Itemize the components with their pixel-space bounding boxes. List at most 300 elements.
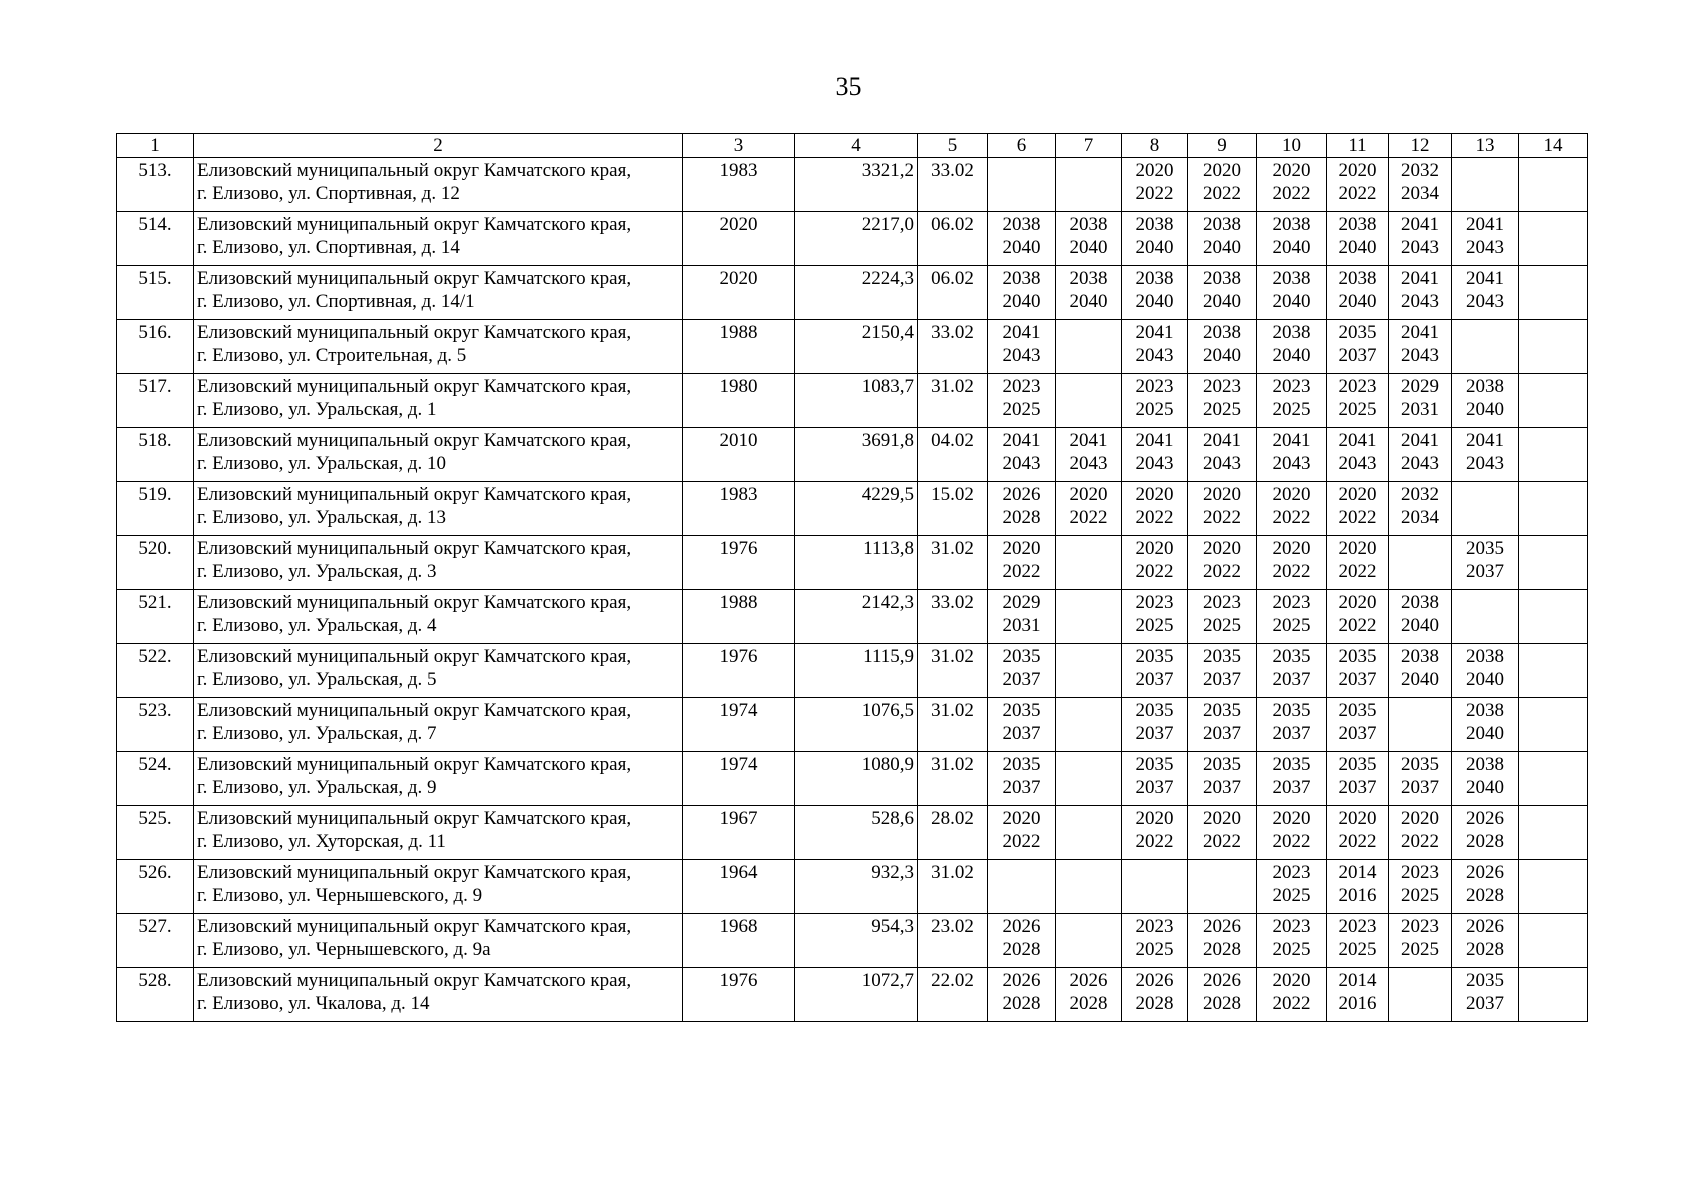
address-cell xyxy=(194,428,683,482)
period-cell xyxy=(1519,860,1588,914)
period-start: 2038 xyxy=(1002,268,1041,289)
period-end: 2025 xyxy=(1272,885,1311,906)
period-cell xyxy=(1452,536,1519,590)
period-cell xyxy=(1056,428,1122,482)
period-cell xyxy=(1122,914,1188,968)
address-line-2: г. Елизово, ул. Чернышевского, д. 9а xyxy=(197,939,491,960)
period-cell xyxy=(1056,536,1122,590)
period-cell xyxy=(1188,536,1257,590)
column-header: 2 xyxy=(194,134,683,158)
address-line-2: г. Елизово, ул. Уральская, д. 13 xyxy=(197,507,447,528)
address-cell xyxy=(194,374,683,428)
period-end: 2025 xyxy=(1338,939,1377,960)
address-cell xyxy=(194,320,683,374)
period-cell xyxy=(1056,374,1122,428)
address-line-1: Елизовский муниципальный округ Камчатского края, xyxy=(197,808,632,829)
period-start: 2035 xyxy=(1203,646,1241,667)
period-cell xyxy=(1389,158,1452,212)
code-cell: 23.02 xyxy=(918,914,988,968)
year-cell: 1983 xyxy=(683,158,795,212)
table-row xyxy=(117,428,1588,482)
table-row xyxy=(117,320,1588,374)
period-end: 2037 xyxy=(1002,777,1041,798)
period-start: 2035 xyxy=(1466,538,1504,559)
period-start: 2041 xyxy=(1002,430,1041,451)
period-end: 2022 xyxy=(1272,993,1311,1014)
period-cell xyxy=(988,428,1056,482)
period-cell xyxy=(1122,212,1188,266)
period-end: 2022 xyxy=(1002,561,1041,582)
year-cell: 2020 xyxy=(683,266,795,320)
period-end: 2037 xyxy=(1401,777,1439,798)
period-start: 2035 xyxy=(1002,646,1041,667)
period-cell xyxy=(1389,320,1452,374)
period-cell xyxy=(1389,482,1452,536)
period-start: 2023 xyxy=(1272,376,1311,397)
period-start: 2020 xyxy=(1203,808,1241,829)
year-cell: 2020 xyxy=(683,212,795,266)
period-cell xyxy=(1327,536,1389,590)
period-end: 2031 xyxy=(1401,399,1439,420)
period-end: 2022 xyxy=(1002,831,1041,852)
period-cell xyxy=(988,860,1056,914)
address-line-1: Елизовский муниципальный округ Камчатского края, xyxy=(197,592,632,613)
period-start: 2038 xyxy=(1203,268,1241,289)
period-cell xyxy=(1056,212,1122,266)
period-start: 2020 xyxy=(1272,484,1311,505)
code-cell: 31.02 xyxy=(918,698,988,752)
period-end: 2028 xyxy=(1002,993,1041,1014)
period-cell xyxy=(1056,806,1122,860)
period-cell xyxy=(1389,968,1452,1022)
year-cell: 1976 xyxy=(683,536,795,590)
period-end: 2043 xyxy=(1401,345,1439,366)
period-cell xyxy=(1257,698,1327,752)
area-cell: 2142,3 xyxy=(795,590,918,644)
period-start: 2020 xyxy=(1338,484,1377,505)
period-cell xyxy=(1257,914,1327,968)
period-start: 2041 xyxy=(1466,214,1504,235)
period-cell xyxy=(988,266,1056,320)
address-cell xyxy=(194,644,683,698)
period-cell xyxy=(1056,914,1122,968)
period-cell xyxy=(988,698,1056,752)
period-cell xyxy=(1389,806,1452,860)
year-cell: 1988 xyxy=(683,590,795,644)
period-cell xyxy=(1122,428,1188,482)
period-cell xyxy=(1122,968,1188,1022)
period-end: 2034 xyxy=(1401,183,1439,204)
period-cell xyxy=(1327,968,1389,1022)
period-cell xyxy=(1389,428,1452,482)
period-start: 2020 xyxy=(1203,538,1241,559)
address-cell xyxy=(194,698,683,752)
period-end: 2025 xyxy=(1272,615,1311,636)
period-cell xyxy=(1327,806,1389,860)
period-start: 2038 xyxy=(1466,646,1504,667)
address-cell xyxy=(194,266,683,320)
period-cell xyxy=(1056,266,1122,320)
area-cell: 2150,4 xyxy=(795,320,918,374)
row-number-cell: 526. xyxy=(117,860,194,914)
period-end: 2037 xyxy=(1338,669,1377,690)
row-number-cell: 516. xyxy=(117,320,194,374)
period-start: 2035 xyxy=(1272,754,1311,775)
period-cell xyxy=(1188,968,1257,1022)
row-number-cell: 523. xyxy=(117,698,194,752)
period-cell xyxy=(1519,806,1588,860)
period-cell xyxy=(1122,860,1188,914)
period-cell xyxy=(1519,158,1588,212)
period-end: 2043 xyxy=(1069,453,1108,474)
period-end: 2028 xyxy=(1069,993,1108,1014)
period-end: 2022 xyxy=(1135,831,1174,852)
period-cell xyxy=(1389,914,1452,968)
period-start: 2023 xyxy=(1135,376,1174,397)
period-end: 2040 xyxy=(1069,291,1108,312)
period-cell xyxy=(1188,752,1257,806)
period-start: 2023 xyxy=(1401,862,1439,883)
table-row xyxy=(117,590,1588,644)
period-cell xyxy=(1452,158,1519,212)
period-start: 2038 xyxy=(1272,268,1311,289)
period-cell xyxy=(1056,968,1122,1022)
period-start: 2041 xyxy=(1135,430,1174,451)
period-cell xyxy=(1122,158,1188,212)
period-cell xyxy=(1452,752,1519,806)
code-cell: 31.02 xyxy=(918,860,988,914)
period-cell xyxy=(988,914,1056,968)
period-start: 2038 xyxy=(1203,322,1241,343)
period-start: 2020 xyxy=(1272,970,1311,991)
area-cell: 954,3 xyxy=(795,914,918,968)
period-cell xyxy=(1257,212,1327,266)
address-line-1: Елизовский муниципальный округ Камчатского края, xyxy=(197,646,632,667)
period-end: 2037 xyxy=(1338,723,1377,744)
area-cell: 1115,9 xyxy=(795,644,918,698)
period-cell xyxy=(1452,482,1519,536)
address-line-1: Елизовский муниципальный округ Камчатского края, xyxy=(197,754,632,775)
table-row xyxy=(117,914,1588,968)
period-cell xyxy=(1056,482,1122,536)
period-start: 2026 xyxy=(1002,484,1041,505)
period-end: 2040 xyxy=(1401,669,1439,690)
area-cell: 528,6 xyxy=(795,806,918,860)
address-line-1: Елизовский муниципальный округ Камчатского края, xyxy=(197,160,632,181)
period-start: 2026 xyxy=(1203,970,1241,991)
period-start: 2020 xyxy=(1272,160,1311,181)
page-number: 35 xyxy=(835,72,862,101)
period-cell xyxy=(1519,698,1588,752)
period-end: 2016 xyxy=(1338,993,1377,1014)
period-cell xyxy=(1452,860,1519,914)
address-line-1: Елизовский муниципальный округ Камчатского края, xyxy=(197,376,632,397)
period-cell xyxy=(1056,860,1122,914)
period-cell xyxy=(988,482,1056,536)
period-end: 2043 xyxy=(1135,453,1174,474)
period-end: 2037 xyxy=(1338,345,1377,366)
period-start: 2035 xyxy=(1338,322,1377,343)
period-start: 2023 xyxy=(1338,916,1377,937)
period-start: 2020 xyxy=(1135,538,1174,559)
period-end: 2037 xyxy=(1002,723,1041,744)
period-start: 2035 xyxy=(1002,754,1041,775)
period-cell xyxy=(1257,806,1327,860)
period-end: 2037 xyxy=(1135,669,1174,690)
period-cell xyxy=(1452,806,1519,860)
period-start: 2014 xyxy=(1338,862,1377,883)
year-cell: 2010 xyxy=(683,428,795,482)
period-end: 2022 xyxy=(1272,831,1311,852)
column-header: 5 xyxy=(918,134,988,158)
period-end: 2037 xyxy=(1203,669,1241,690)
year-cell: 1988 xyxy=(683,320,795,374)
period-end: 2043 xyxy=(1466,453,1504,474)
period-end: 2037 xyxy=(1466,561,1504,582)
row-number-cell: 528. xyxy=(117,968,194,1022)
period-cell xyxy=(988,374,1056,428)
period-end: 2043 xyxy=(1272,453,1311,474)
period-start: 2038 xyxy=(1338,214,1377,235)
table-row xyxy=(117,968,1588,1022)
period-cell xyxy=(1327,428,1389,482)
period-end: 2022 xyxy=(1069,507,1108,528)
period-cell xyxy=(1519,212,1588,266)
code-cell: 31.02 xyxy=(918,536,988,590)
address-cell xyxy=(194,482,683,536)
code-cell: 28.02 xyxy=(918,806,988,860)
code-cell: 33.02 xyxy=(918,320,988,374)
period-start: 2041 xyxy=(1401,430,1439,451)
code-cell: 31.02 xyxy=(918,752,988,806)
address-cell xyxy=(194,590,683,644)
column-header: 4 xyxy=(795,134,918,158)
period-start: 2038 xyxy=(1069,268,1108,289)
period-start: 2035 xyxy=(1338,646,1377,667)
table-row xyxy=(117,644,1588,698)
period-end: 2025 xyxy=(1272,399,1311,420)
period-cell xyxy=(1327,158,1389,212)
table-row xyxy=(117,266,1588,320)
address-cell xyxy=(194,860,683,914)
period-cell xyxy=(1257,320,1327,374)
year-cell: 1980 xyxy=(683,374,795,428)
code-cell: 06.02 xyxy=(918,212,988,266)
area-cell: 932,3 xyxy=(795,860,918,914)
period-cell xyxy=(1327,266,1389,320)
area-cell: 3691,8 xyxy=(795,428,918,482)
period-start: 2020 xyxy=(1135,484,1174,505)
period-cell xyxy=(1452,644,1519,698)
row-number-cell: 518. xyxy=(117,428,194,482)
period-start: 2035 xyxy=(1401,754,1439,775)
column-header: 14 xyxy=(1519,134,1588,158)
period-start: 2026 xyxy=(1466,862,1504,883)
period-cell xyxy=(1188,158,1257,212)
period-cell xyxy=(1519,590,1588,644)
period-cell xyxy=(988,752,1056,806)
address-line-2: г. Елизово, ул. Спортивная, д. 12 xyxy=(197,183,460,204)
period-cell xyxy=(1452,374,1519,428)
period-start: 2023 xyxy=(1401,916,1439,937)
table-row xyxy=(117,374,1588,428)
period-start: 2038 xyxy=(1272,322,1311,343)
period-end: 2040 xyxy=(1466,669,1504,690)
address-cell xyxy=(194,752,683,806)
period-end: 2043 xyxy=(1401,453,1439,474)
period-start: 2029 xyxy=(1002,592,1041,613)
period-end: 2031 xyxy=(1002,615,1041,636)
period-start: 2026 xyxy=(1203,916,1241,937)
code-cell: 15.02 xyxy=(918,482,988,536)
period-end: 2025 xyxy=(1203,615,1241,636)
code-cell: 06.02 xyxy=(918,266,988,320)
table-header-row xyxy=(117,134,1588,158)
period-start: 2035 xyxy=(1338,700,1377,721)
period-start: 2038 xyxy=(1401,592,1439,613)
code-cell: 22.02 xyxy=(918,968,988,1022)
code-cell: 04.02 xyxy=(918,428,988,482)
period-end: 2028 xyxy=(1002,939,1041,960)
period-cell xyxy=(1188,644,1257,698)
period-start: 2020 xyxy=(1338,592,1377,613)
period-end: 2040 xyxy=(1466,777,1504,798)
period-cell xyxy=(1452,590,1519,644)
period-end: 2022 xyxy=(1272,561,1311,582)
period-start: 2038 xyxy=(1002,214,1041,235)
period-cell xyxy=(1257,158,1327,212)
period-end: 2043 xyxy=(1466,291,1504,312)
area-cell: 2217,0 xyxy=(795,212,918,266)
year-cell: 1983 xyxy=(683,482,795,536)
period-end: 2022 xyxy=(1338,507,1377,528)
address-line-2: г. Елизово, ул. Уральская, д. 4 xyxy=(197,615,437,636)
period-cell xyxy=(1122,536,1188,590)
period-end: 2016 xyxy=(1338,885,1377,906)
period-end: 2037 xyxy=(1466,993,1504,1014)
period-end: 2025 xyxy=(1002,399,1041,420)
address-cell xyxy=(194,536,683,590)
period-start: 2026 xyxy=(1002,916,1041,937)
period-cell xyxy=(1188,806,1257,860)
period-end: 2025 xyxy=(1135,399,1174,420)
address-cell xyxy=(194,806,683,860)
address-line-1: Елизовский муниципальный округ Камчатского края, xyxy=(197,916,632,937)
period-cell xyxy=(1327,698,1389,752)
period-cell xyxy=(988,212,1056,266)
address-line-2: г. Елизово, ул. Чкалова, д. 14 xyxy=(197,993,430,1014)
period-cell xyxy=(1122,752,1188,806)
period-start: 2023 xyxy=(1203,592,1241,613)
period-cell xyxy=(1327,914,1389,968)
period-cell xyxy=(1257,968,1327,1022)
period-start: 2038 xyxy=(1466,376,1504,397)
period-start: 2020 xyxy=(1272,808,1311,829)
period-cell xyxy=(1327,320,1389,374)
period-cell xyxy=(1519,536,1588,590)
table-row xyxy=(117,482,1588,536)
period-end: 2043 xyxy=(1135,345,1174,366)
table-row xyxy=(117,752,1588,806)
period-start: 2035 xyxy=(1203,700,1241,721)
period-cell xyxy=(1257,536,1327,590)
period-start: 2029 xyxy=(1401,376,1439,397)
period-end: 2022 xyxy=(1338,183,1377,204)
period-start: 2035 xyxy=(1338,754,1377,775)
period-cell xyxy=(1327,860,1389,914)
address-line-1: Елизовский муниципальный округ Камчатского края, xyxy=(197,322,632,343)
column-header: 9 xyxy=(1188,134,1257,158)
period-end: 2028 xyxy=(1203,939,1241,960)
period-start: 2026 xyxy=(1069,970,1108,991)
period-start: 2041 xyxy=(1272,430,1311,451)
address-line-2: г. Елизово, ул. Спортивная, д. 14/1 xyxy=(197,291,475,312)
period-cell xyxy=(1519,914,1588,968)
period-start: 2038 xyxy=(1466,700,1504,721)
period-end: 2022 xyxy=(1203,561,1241,582)
period-start: 2038 xyxy=(1466,754,1504,775)
area-cell: 1080,9 xyxy=(795,752,918,806)
period-end: 2040 xyxy=(1272,237,1311,258)
period-end: 2040 xyxy=(1002,237,1041,258)
period-cell xyxy=(1519,320,1588,374)
row-number-cell: 525. xyxy=(117,806,194,860)
period-end: 2022 xyxy=(1203,183,1241,204)
period-start: 2032 xyxy=(1401,160,1439,181)
period-cell xyxy=(1452,266,1519,320)
period-end: 2022 xyxy=(1338,831,1377,852)
code-cell: 33.02 xyxy=(918,158,988,212)
period-start: 2023 xyxy=(1272,916,1311,937)
period-start: 2020 xyxy=(1135,808,1174,829)
period-cell xyxy=(1122,320,1188,374)
period-start: 2035 xyxy=(1203,754,1241,775)
period-end: 2022 xyxy=(1135,507,1174,528)
period-end: 2028 xyxy=(1466,831,1504,852)
period-end: 2025 xyxy=(1401,885,1439,906)
area-cell: 3321,2 xyxy=(795,158,918,212)
period-start: 2020 xyxy=(1338,808,1377,829)
period-start: 2041 xyxy=(1401,214,1439,235)
period-start: 2020 xyxy=(1002,808,1041,829)
period-end: 2025 xyxy=(1135,939,1174,960)
period-cell xyxy=(1188,374,1257,428)
period-cell xyxy=(988,968,1056,1022)
period-cell xyxy=(1188,212,1257,266)
column-header: 7 xyxy=(1056,134,1122,158)
period-cell xyxy=(1327,752,1389,806)
period-cell xyxy=(1257,428,1327,482)
table-row xyxy=(117,158,1588,212)
period-cell xyxy=(1188,860,1257,914)
period-cell xyxy=(1257,590,1327,644)
address-line-1: Елизовский муниципальный округ Камчатского края, xyxy=(197,538,632,559)
period-end: 2037 xyxy=(1203,777,1241,798)
period-end: 2040 xyxy=(1272,291,1311,312)
table-body xyxy=(117,158,1588,1022)
row-number-cell: 519. xyxy=(117,482,194,536)
address-cell xyxy=(194,158,683,212)
period-end: 2040 xyxy=(1135,237,1174,258)
period-end: 2037 xyxy=(1002,669,1041,690)
period-end: 2043 xyxy=(1002,345,1041,366)
period-end: 2028 xyxy=(1002,507,1041,528)
period-end: 2022 xyxy=(1135,183,1174,204)
period-end: 2040 xyxy=(1466,399,1504,420)
period-end: 2037 xyxy=(1135,777,1174,798)
period-start: 2020 xyxy=(1203,160,1241,181)
period-cell xyxy=(1452,428,1519,482)
